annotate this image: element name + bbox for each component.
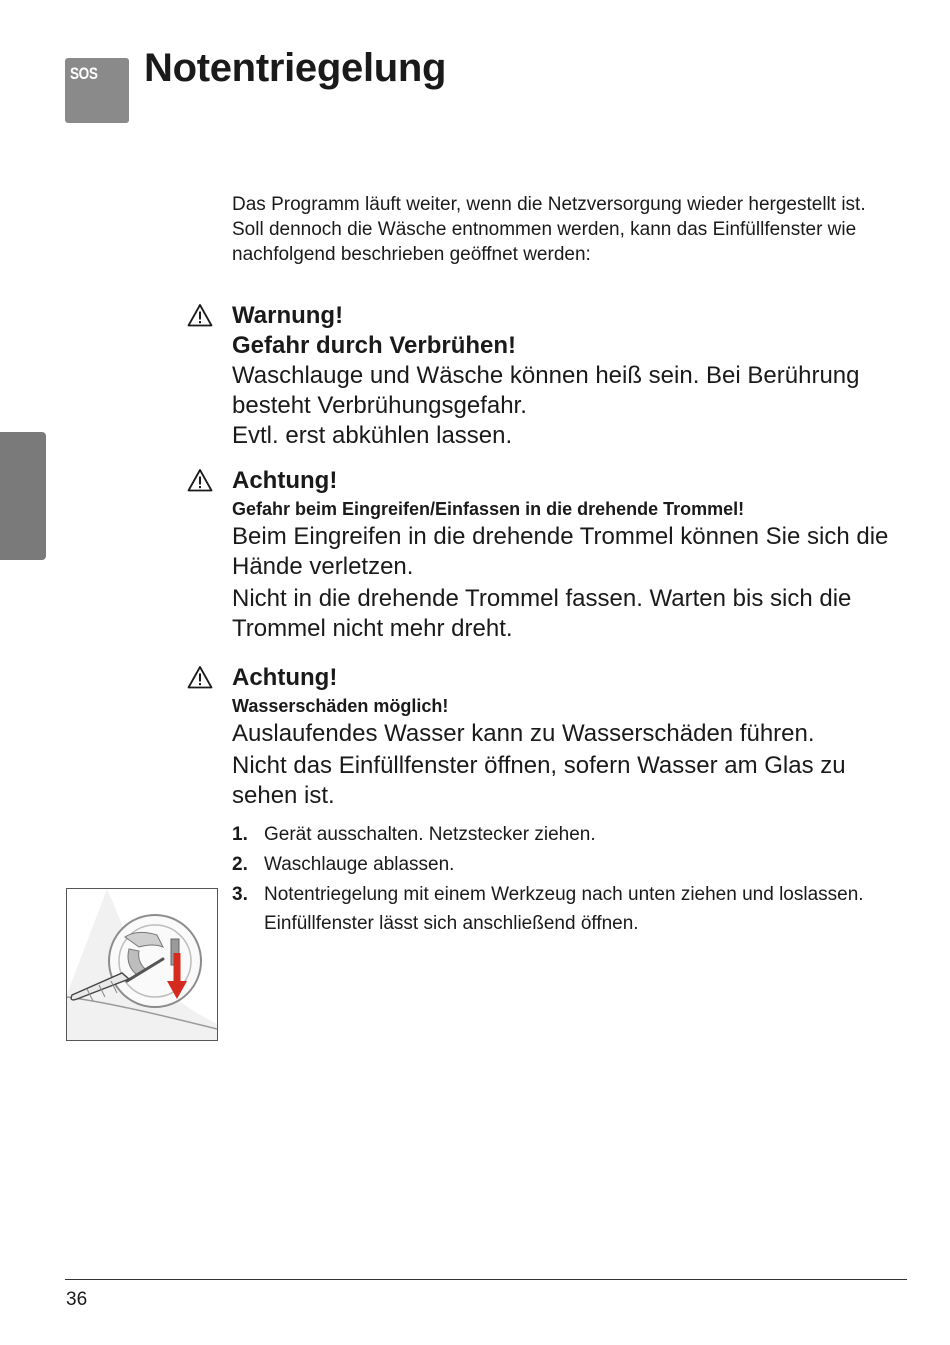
sos-badge [65, 58, 129, 123]
sos-badge-label: SOS [70, 64, 98, 83]
warning-subheading: Gefahr beim Eingreifen/Einfassen in die drehende Trommel! [232, 499, 745, 519]
warning-heading: Achtung! [232, 664, 338, 691]
warning-triangle-icon [187, 303, 213, 327]
step-number: 1. [232, 824, 248, 845]
warning-heading: Warnung! [232, 302, 344, 329]
intro-paragraph: Das Programm läuft weiter, wenn die Netzversorgung wieder hergestellt ist. Soll dennoch die Wäsche entnommen werden, kann das Einfüllfenster wie nachfolgend beschrieben geöffnet werden: [232, 194, 866, 265]
step-note: Einfüllfenster lässt sich anschließend öffnen. [264, 913, 639, 934]
emergency-release-illustration [66, 888, 218, 1041]
list-item [232, 822, 902, 847]
warning-text: Waschlauge und Wäsche können heiß sein. Bei Berührung besteht Verbrühungsgefahr. [232, 362, 860, 419]
warning-block-water [232, 663, 912, 811]
page-number: 36 [66, 1289, 88, 1310]
warning-triangle-icon [187, 665, 213, 689]
warning-block-scalding [232, 301, 912, 451]
step-text: Gerät ausschalten. Netzstecker ziehen. [264, 824, 596, 845]
step-text: Notentriegelung mit einem Werkzeug nach unten ziehen und loslassen. [264, 884, 864, 905]
list-item [232, 852, 902, 877]
side-chapter-tab [0, 432, 46, 560]
warning-text: Auslaufendes Wasser kann zu Wasserschäden führen. [232, 720, 815, 747]
step-text: Waschlauge ablassen. [264, 854, 455, 875]
warning-text: Nicht in die drehende Trommel fassen. Warten bis sich die Trommel nicht mehr dreht. [232, 585, 852, 642]
warning-text: Nicht das Einfüllfenster öffnen, sofern Wasser am Glas zu sehen ist. [232, 752, 846, 809]
page-title: Notentriegelung [144, 46, 447, 90]
warning-block-drum [232, 466, 912, 644]
step-number: 3. [232, 884, 248, 905]
warning-heading: Achtung! [232, 467, 338, 494]
warning-text: Evtl. erst abkühlen lassen. [232, 422, 513, 449]
steps-list [232, 822, 902, 941]
warning-text: Beim Eingreifen in die drehende Trommel können Sie sich die Hände verletzen. [232, 523, 889, 580]
footer-divider [65, 1279, 907, 1280]
warning-triangle-icon [187, 468, 213, 492]
warning-subheading: Wasserschäden möglich! [232, 696, 449, 716]
list-item [232, 882, 902, 936]
warning-subheading: Gefahr durch Verbrühen! [232, 332, 517, 359]
step-number: 2. [232, 854, 248, 875]
